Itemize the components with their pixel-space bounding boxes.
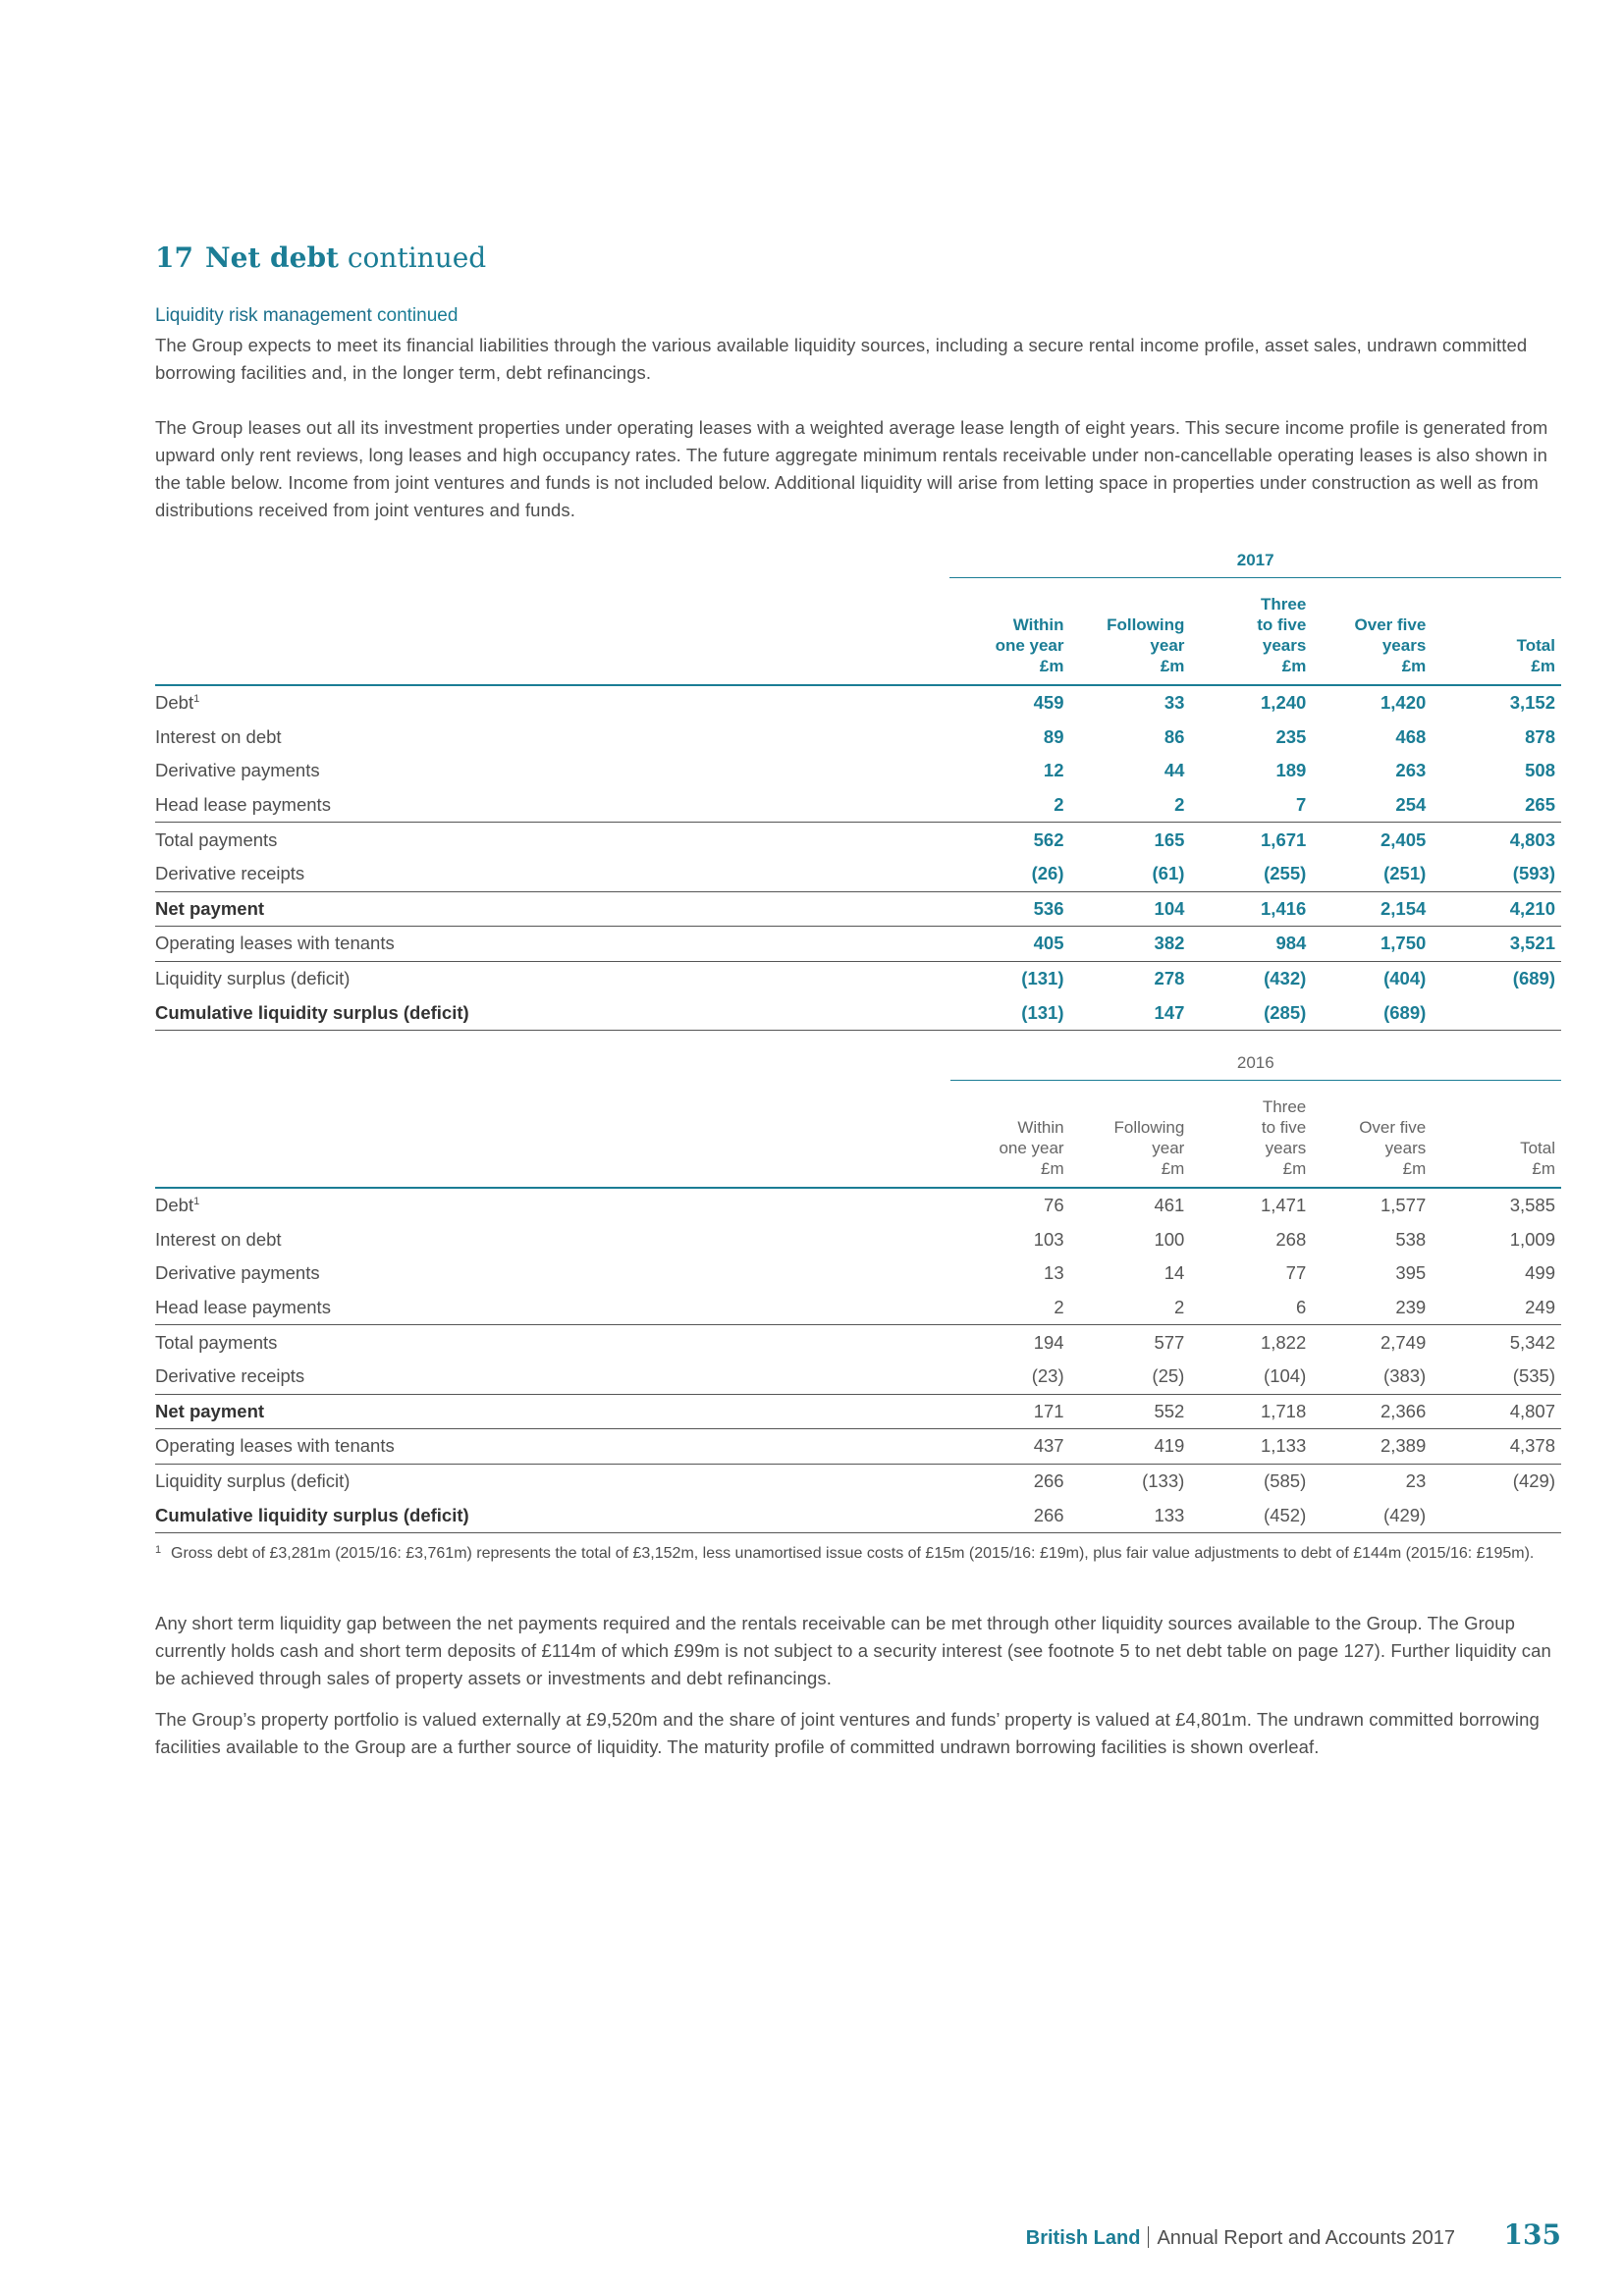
paragraph-3: Any short term liquidity gap between the net payments required and the rentals receivable can be met through other liquidity sources available to the Group. The Group currently holds cash and short term deposits of £114m of which £99m is not subject to a security interest (see footnote 5 to net debt table on page 127). Further liquidity can be achieved through sales of property assets or investments and debt refinancings.: [155, 1613, 1551, 1688]
table-row: Liquidity surplus (deficit) (131) 278 (432) (404) (689): [155, 968, 1555, 989]
subheading-title: Liquidity risk management: [155, 305, 372, 326]
table-row: Cumulative liquidity surplus (deficit) 266 133 (452) (429): [155, 1498, 1561, 1532]
table-row: Net payment 171 552 1,718 2,366 4,807: [155, 1394, 1561, 1429]
column-header: Three to five years £m: [1190, 1081, 1312, 1189]
table-row: Head lease payments 2 2 6 239 249: [155, 1291, 1561, 1325]
column-header: Within one year £m: [949, 578, 1069, 686]
table-row: Debt$^1$ 76 461 1,471 1,577 3,585: [155, 1195, 1555, 1216]
column-header: Following year £m: [1070, 1081, 1191, 1189]
column-header: Total £m: [1432, 1081, 1561, 1189]
footer-company: British Land: [1025, 2227, 1141, 2249]
table-row: Interest on debt 103 100 268 538 1,009: [155, 1228, 1555, 1250]
table-row: Derivative receipts (26) (61) (255) (251) (593): [155, 857, 1561, 891]
table-row: Derivative receipts (23) (25) (104) (383) (535): [155, 1360, 1561, 1394]
table-row: Head lease payments 2 2 7 254 265: [155, 788, 1561, 823]
column-header: Three to five years £m: [1190, 578, 1312, 686]
footer-divider: [1148, 2226, 1149, 2248]
table-year-row: [155, 544, 1561, 578]
paragraph-1: The Group expects to meet its financial liabilities through the various available liquidity sources, including a secure rental income profile, asset sales, undrawn committed borrowing facilities and, in the longer term, debt refinancings.: [155, 335, 1528, 383]
table-row: Operating leases with tenants 437 419 1,133 2,389 4,378: [155, 1429, 1561, 1465]
table-row: Total payments 562 165 1,671 2,405 4,803: [155, 828, 1555, 850]
table-row: Derivative payments 12 44 189 263 508: [155, 760, 1555, 781]
table-header-row: [155, 1081, 1561, 1189]
column-header: Over five years £m: [1312, 578, 1432, 686]
table-year-row: [155, 1046, 1561, 1081]
footer-brand: [1026, 2226, 1455, 2250]
footnote: [155, 1543, 1561, 1565]
table-year: 2017: [949, 544, 1561, 578]
table-row: Liquidity surplus (deficit) 266 (133) (585) 23 (429): [155, 1470, 1555, 1492]
column-header: Within one year £m: [950, 1081, 1070, 1189]
subheading-continued: continued: [377, 305, 459, 326]
page-number: 135: [1503, 2218, 1561, 2251]
section-number: 17: [155, 241, 193, 274]
table-header-row: [155, 578, 1561, 686]
table-year: 2016: [950, 1046, 1561, 1081]
column-header: Over five years £m: [1312, 1081, 1432, 1189]
table-row: Derivative payments 13 14 77 395 499: [155, 1262, 1555, 1284]
column-header: Following year £m: [1070, 578, 1191, 686]
column-header: Total £m: [1432, 578, 1561, 686]
table-row: Total payments 194 577 1,822 2,749 5,342: [155, 1331, 1555, 1353]
liquidity-table-2016: [155, 1046, 1561, 1533]
table-row: Net payment 536 104 1,416 2,154 4,210: [155, 891, 1561, 927]
section-continued: continued: [347, 241, 487, 274]
paragraph-2: The Group leases out all its investment properties under operating leases with a weighted average lease length of eight years. This secure income profile is generated from upward only rent reviews, long leases and high occupancy rates. The future aggregate minimum rentals receivable under non-cancellable operating leases is also shown in the table below. Income from joint ventures and funds is not included below. Additional liquidity will arise from letting space in properties under construction as well as from distributions received from joint ventures and funds.: [155, 417, 1548, 520]
table-row: Interest on debt 89 86 235 468 878: [155, 725, 1555, 747]
section-heading: [155, 241, 486, 274]
liquidity-table-2017: [155, 544, 1561, 1031]
footnote-mark: 1: [155, 1544, 162, 1556]
paragraph-4: The Group’s property portfolio is valued externally at £9,520m and the share of joint ventures and funds’ property is valued at £4,801m. The undrawn committed borrowing facilities available to the Group are a further source of liquidity. The maturity profile of committed undrawn borrowing facilities is shown overleaf.: [155, 1709, 1540, 1757]
page-footer: [155, 2218, 1561, 2258]
footnote-text: Gross debt of £3,281m (2015/16: £3,761m) represents the total of £3,152m, less unamortised issue costs of £15m (2015/16: £19m), plus fair value adjustments to debt of £144m (2015/16: £195m).: [171, 1545, 1535, 1562]
table-row: Operating leases with tenants 405 382 984 1,750 3,521: [155, 927, 1561, 962]
footer-report-title: Annual Report and Accounts 2017: [1157, 2227, 1455, 2249]
table-row: Cumulative liquidity surplus (deficit) (131) 147 (285) (689): [155, 995, 1561, 1030]
section-title: Net debt: [204, 241, 339, 274]
subheading: [155, 305, 458, 327]
table-row: Debt$^1$ 459 33 1,240 1,420 3,152: [155, 692, 1555, 714]
